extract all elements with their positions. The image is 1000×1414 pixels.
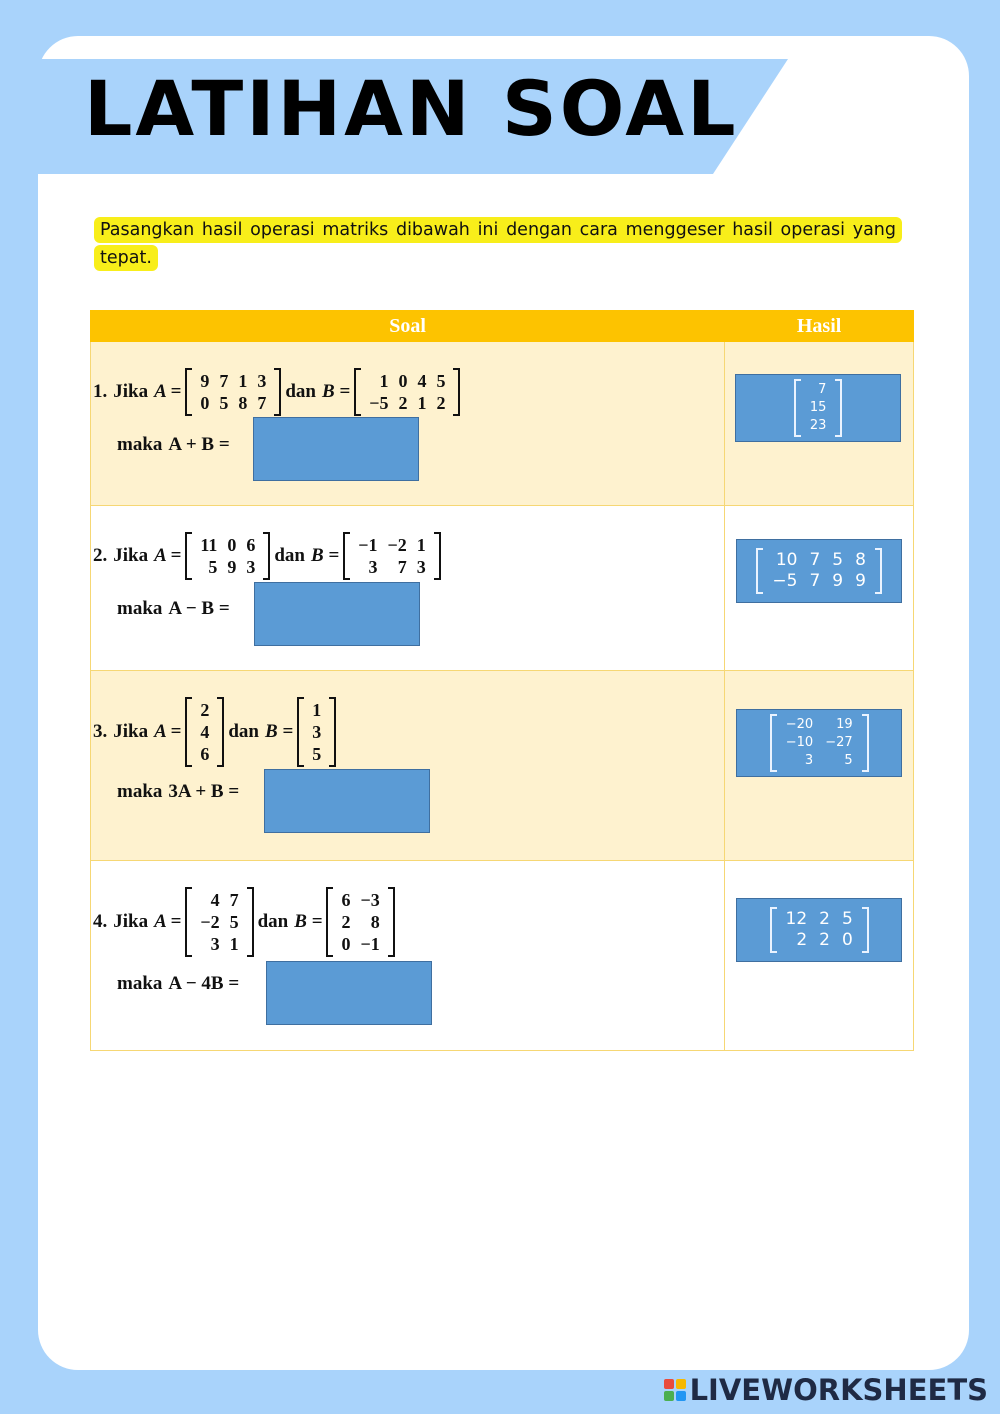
liveworksheets-logo (664, 1373, 988, 1407)
matrix-cell: 3 (312, 722, 322, 742)
question-number: 2. (93, 545, 108, 566)
bracket-left (343, 532, 350, 580)
matrix-cell: 9 (832, 571, 844, 591)
result-matrix-grid (777, 714, 862, 772)
draggable-result[interactable] (736, 539, 902, 603)
matrix-cell: 7 (809, 571, 821, 591)
matrix-a (185, 887, 253, 957)
matrix-b (297, 697, 336, 767)
result-matrix (794, 379, 843, 437)
bracket-right (274, 368, 281, 416)
matrix-cell: 7 (257, 393, 267, 413)
question-line (93, 368, 464, 416)
header-hasil: Hasil (725, 311, 914, 342)
bracket-right (329, 697, 336, 767)
matrix-cell: 3 (416, 557, 426, 577)
matrix-cell: 5 (312, 744, 322, 764)
matrix-cell: 7 (229, 890, 239, 910)
answer-drop-zone[interactable] (264, 769, 430, 833)
question-cell (91, 671, 725, 861)
matrix-cell: 8 (238, 393, 248, 413)
matrix-cell: 9 (855, 571, 866, 591)
question-line (93, 697, 340, 767)
matrix-cell: 2 (398, 393, 408, 413)
matrix-cell: 7 (818, 382, 827, 397)
matrix-a (185, 532, 270, 580)
matrix-a (185, 697, 224, 767)
matrix-cell: 0 (398, 371, 408, 391)
table-row (91, 861, 914, 1051)
matrix-cell: −1 (360, 934, 380, 954)
question-number: 4. (93, 911, 108, 932)
matrix-cell: 10 (775, 550, 798, 570)
matrix-cell: 5 (832, 550, 844, 570)
bracket-left (326, 887, 333, 957)
matrix-cell: 3 (368, 557, 378, 577)
answer-drop-zone[interactable] (266, 961, 432, 1025)
matrix-cell: 23 (809, 418, 827, 433)
matrix-cell: 11 (200, 535, 218, 555)
question-number: 1. (93, 381, 108, 402)
question-dan: dan (228, 721, 259, 742)
matrix-cell: 19 (836, 717, 853, 732)
exercise-table (90, 310, 914, 1051)
bracket-left (770, 714, 777, 772)
answer-maka: maka (117, 781, 163, 802)
bracket-right (434, 532, 441, 580)
matrix-cell: 7 (219, 371, 229, 391)
matrix-cell: 2 (436, 393, 446, 413)
instruction-highlight: Pasangkan hasil operasi matriks dibawah ini dengan cara menggeser hasil operasi yang tepat. (94, 217, 902, 271)
matrix-cell: −1 (358, 535, 378, 555)
draggable-result[interactable] (736, 898, 902, 962)
matrix-b-grid (350, 532, 434, 580)
matrix-cell: −27 (825, 735, 853, 750)
matrix-cell: 4 (417, 371, 427, 391)
matrix-cell: 4 (200, 722, 210, 742)
draggable-result[interactable] (736, 709, 902, 777)
matrix-b-grid (304, 697, 329, 767)
question-line (93, 532, 445, 580)
matrix-cell: −10 (785, 735, 814, 750)
matrix-cell: 3 (804, 753, 814, 768)
matrix-cell: 2 (819, 930, 830, 950)
matrix-b-grid (361, 368, 453, 416)
logo-text: LIVEWORKSHEETS (689, 1373, 988, 1407)
matrix-cell: 2 (819, 909, 830, 929)
page-title: LATIHAN SOAL (84, 64, 739, 153)
matrix-cell: −3 (360, 890, 380, 910)
matrix-a-grid (192, 887, 246, 957)
answer-expression: A + B = (168, 434, 230, 455)
bracket-left (794, 379, 801, 437)
matrix-cell: 7 (809, 550, 821, 570)
result-matrix (770, 907, 869, 953)
matrix-a-label: A = (154, 721, 182, 742)
matrix-cell: 3 (257, 371, 267, 391)
question-jika: Jika (113, 721, 149, 742)
table-row (91, 342, 914, 506)
bracket-right (263, 532, 270, 580)
result-matrix-grid (763, 548, 875, 594)
question-cell (91, 861, 725, 1051)
matrix-a-label: A = (154, 545, 182, 566)
bracket-right (875, 548, 882, 594)
result-cell (725, 861, 914, 1051)
matrix-cell: 15 (809, 400, 827, 415)
matrix-cell: 7 (397, 557, 407, 577)
answer-line (117, 973, 239, 995)
matrix-cell: 6 (200, 744, 210, 764)
result-cell (725, 342, 914, 506)
answer-drop-zone[interactable] (253, 417, 419, 481)
result-matrix (756, 548, 882, 594)
answer-maka: maka (117, 973, 163, 994)
question-line (93, 887, 399, 957)
question-dan: dan (285, 381, 316, 402)
answer-drop-zone[interactable] (254, 582, 420, 646)
matrix-cell: 6 (341, 890, 351, 910)
result-matrix-grid (801, 379, 836, 437)
matrix-cell: 0 (200, 393, 210, 413)
matrix-cell: 8 (370, 912, 380, 932)
matrix-cell: 1 (417, 393, 427, 413)
bracket-left (770, 907, 777, 953)
matrix-cell: 2 (200, 700, 210, 720)
matrix-a-label: A = (154, 911, 182, 932)
answer-expression: A − B = (168, 598, 230, 619)
bracket-left (185, 368, 192, 416)
bracket-left (185, 697, 192, 767)
matrix-cell: 5 (208, 557, 218, 577)
question-number: 3. (93, 721, 108, 742)
result-cell (725, 671, 914, 861)
bracket-left (297, 697, 304, 767)
answer-expression: A − 4B = (168, 973, 240, 994)
matrix-cell: −5 (369, 393, 389, 413)
matrix-a (185, 368, 281, 416)
bracket-left (185, 532, 192, 580)
matrix-cell: 5 (219, 393, 229, 413)
bracket-right (388, 887, 395, 957)
matrix-cell: −20 (785, 717, 814, 732)
answer-line (117, 781, 239, 803)
matrix-a-grid (192, 697, 217, 767)
matrix-cell: 12 (785, 909, 808, 929)
matrix-b-grid (333, 887, 387, 957)
question-jika: Jika (113, 911, 149, 932)
bracket-left (354, 368, 361, 416)
bracket-right (835, 379, 842, 437)
answer-line (117, 598, 230, 620)
matrix-cell: −2 (200, 912, 220, 932)
bracket-right (453, 368, 460, 416)
matrix-cell: 1 (238, 371, 248, 391)
table-row (91, 671, 914, 861)
matrix-cell: 1 (379, 371, 389, 391)
matrix-cell: −5 (772, 571, 798, 591)
answer-line (117, 434, 230, 456)
matrix-cell: 4 (210, 890, 220, 910)
bracket-left (185, 887, 192, 957)
matrix-cell: 0 (227, 535, 237, 555)
table-row (91, 506, 914, 671)
question-dan: dan (257, 911, 289, 932)
result-matrix-grid (777, 907, 862, 953)
bracket-right (247, 887, 254, 957)
header-soal: Soal (91, 311, 725, 342)
matrix-a-label: A = (154, 381, 182, 402)
matrix-cell: 0 (341, 934, 351, 954)
matrix-cell: 5 (436, 371, 446, 391)
question-cell (91, 506, 725, 671)
result-matrix (770, 714, 869, 772)
question-jika: Jika (113, 545, 149, 566)
matrix-cell: 1 (416, 535, 426, 555)
matrix-b-label: B = (321, 381, 351, 402)
matrix-cell: 1 (312, 700, 322, 720)
logo-icon (664, 1379, 686, 1401)
answer-maka: maka (117, 598, 163, 619)
matrix-b (354, 368, 460, 416)
matrix-cell: 2 (341, 912, 351, 932)
matrix-cell: 5 (842, 909, 853, 929)
matrix-b-label: B = (310, 545, 340, 566)
matrix-cell: 0 (842, 930, 853, 950)
matrix-cell: 3 (210, 934, 220, 954)
matrix-cell: 1 (229, 934, 239, 954)
matrix-cell: 6 (246, 535, 256, 555)
matrix-a-grid (192, 368, 274, 416)
matrix-a-grid (192, 532, 263, 580)
matrix-b (343, 532, 441, 580)
matrix-cell: 3 (246, 557, 256, 577)
answer-expression: 3A + B = (168, 781, 240, 802)
matrix-cell: 8 (855, 550, 866, 570)
matrix-cell: −2 (387, 535, 407, 555)
matrix-cell: 5 (844, 753, 853, 768)
question-jika: Jika (113, 381, 149, 402)
question-dan: dan (274, 545, 305, 566)
matrix-cell: 9 (227, 557, 237, 577)
answer-maka: maka (117, 434, 163, 455)
result-cell (725, 506, 914, 671)
matrix-cell: 9 (200, 371, 210, 391)
matrix-b-label: B = (264, 721, 294, 742)
bracket-right (862, 714, 869, 772)
draggable-result[interactable] (735, 374, 901, 442)
bracket-right (217, 697, 224, 767)
instruction-text (94, 216, 902, 272)
matrix-b-label: B = (294, 911, 323, 932)
matrix-cell: 2 (796, 930, 808, 950)
matrix-cell: 5 (229, 912, 239, 932)
question-cell (91, 342, 725, 506)
matrix-b (326, 887, 394, 957)
bracket-right (862, 907, 869, 953)
bracket-left (756, 548, 763, 594)
